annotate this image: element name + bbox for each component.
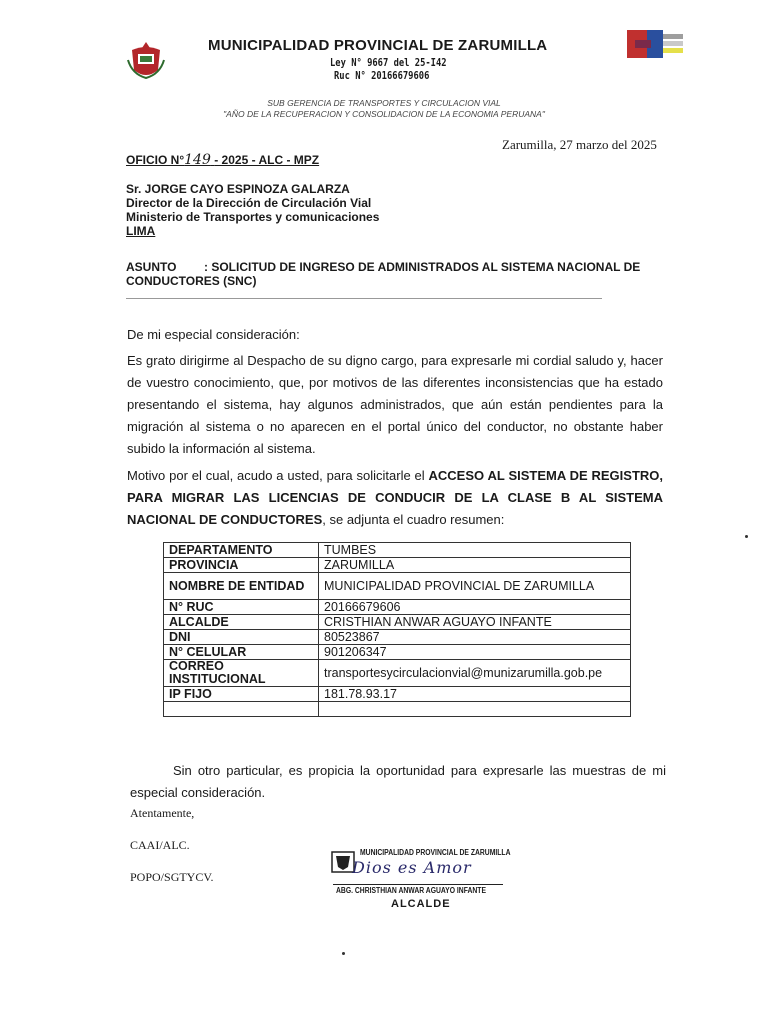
table-row xyxy=(164,615,631,630)
letterhead-ruc: Ruc N° 20166679606 xyxy=(334,69,430,82)
table-value: TUMBES xyxy=(319,543,631,558)
municipal-crest-icon xyxy=(126,40,166,80)
table-row xyxy=(164,558,631,573)
table-row xyxy=(164,660,631,687)
table-value: ZARUMILLA xyxy=(319,558,631,573)
letterhead-sub-office: SUB GERENCIA DE TRANSPORTES Y CIRCULACION VIAL xyxy=(267,98,501,108)
subject-text: : SOLICITUD DE INGRESO DE ADMINISTRADOS AL SISTEMA NACIONAL DE CONDUCTORES (SNC) xyxy=(126,260,641,288)
stamp-name: ABG. CHRISTHIAN ANWAR AGUAYO INFANTE xyxy=(336,886,486,895)
body-paragraph-3: Sin otro particular, es propicia la oportunidad para expresarle las muestras de mi especial consideración. xyxy=(130,763,666,800)
summary-table xyxy=(163,542,631,717)
oficio-number xyxy=(126,152,319,168)
table-label: NOMBRE DE ENTIDAD xyxy=(164,573,319,600)
closing-reference-2: POPO/SGTYCV. xyxy=(130,870,214,884)
letterhead-year-motto: "AÑO DE LA RECUPERACION Y CONSOLIDACION DE LA ECONOMIA PERUANA" xyxy=(223,109,545,119)
signature-line xyxy=(333,884,503,885)
flag-emblem-icon xyxy=(627,28,683,60)
scan-speck xyxy=(745,535,748,538)
letterhead-title: MUNICIPALIDAD PROVINCIAL DE ZARUMILLA xyxy=(208,37,548,54)
oficio-suffix: - 2025 - ALC - MPZ xyxy=(214,153,320,167)
stamp-role: ALCALDE xyxy=(391,898,451,910)
letter-date: Zarumilla, 27 marzo del 2025 xyxy=(502,137,657,152)
table-label: DNI xyxy=(164,630,319,645)
table-label: N° CELULAR xyxy=(164,645,319,660)
addressee-ministry: Ministerio de Transportes y comunicaciones xyxy=(126,210,380,224)
addressee-city: LIMA xyxy=(126,224,156,238)
table-row xyxy=(164,573,631,600)
table-label: N° RUC xyxy=(164,600,319,615)
stamp-title: MUNICIPALIDAD PROVINCIAL DE ZARUMILLA xyxy=(360,848,511,857)
subject-label: ASUNTO xyxy=(126,260,177,274)
table-value: MUNICIPALIDAD PROVINCIAL DE ZARUMILLA xyxy=(319,573,631,600)
body-paragraph-2 xyxy=(127,465,663,531)
table-label: IP FIJO xyxy=(164,687,319,702)
table-label: PROVINCIA xyxy=(164,558,319,573)
table-row xyxy=(164,630,631,645)
oficio-handwritten-number: 149 xyxy=(184,152,211,168)
paragraph-2-start: Motivo por el cual, acudo a usted, para solicitarle el xyxy=(127,468,429,483)
table-row xyxy=(164,687,631,702)
table-row xyxy=(164,600,631,615)
table-label: DEPARTAMENTO xyxy=(164,543,319,558)
table-row xyxy=(164,645,631,660)
letterhead-law: Ley N° 9667 del 25-I42 xyxy=(330,56,447,69)
paragraph-2-bold: ACCESO AL SISTEMA DE REGISTRO, PARA MIGRAR LAS LICENCIAS DE CONDUCIR DE LA CLASE B AL SISTEMA NACIONAL DE CONDUCTORES xyxy=(127,468,663,527)
table-value: transportesycirculacionvial@munizarumilla.gob.pe xyxy=(319,660,631,687)
greeting: De mi especial consideración: xyxy=(127,327,300,342)
table-label: CORREO INSTITUCIONAL xyxy=(164,660,319,687)
addressee-block xyxy=(126,182,379,238)
table-value: 181.78.93.17 xyxy=(319,687,631,702)
table-row-empty xyxy=(164,702,631,717)
oficio-prefix: OFICIO N° xyxy=(126,153,185,167)
table-value: 901206347 xyxy=(319,645,631,660)
table-value: CRISTHIAN ANWAR AGUAYO INFANTE xyxy=(319,615,631,630)
closing-reference-1: CAAI/ALC. xyxy=(130,838,190,852)
addressee-role: Director de la Dirección de Circulación Vial xyxy=(126,196,372,210)
table-value: 80523867 xyxy=(319,630,631,645)
addressee-name: Sr. JORGE CAYO ESPINOZA GALARZA xyxy=(126,182,350,196)
subject-block xyxy=(126,260,646,288)
closing-salutation: Atentamente, xyxy=(130,806,195,820)
table-value: 20166679606 xyxy=(319,600,631,615)
table-row xyxy=(164,543,631,558)
handwritten-signature: Dios es Amor xyxy=(352,858,472,877)
table-label: ALCALDE xyxy=(164,615,319,630)
body-paragraph-1: Es grato dirigirme al Despacho de su digno cargo, para expresarle mi cordial saludo y, hacer de vuestro conocimiento, que, por motivos de las diferentes inconsistencias que ha estado presentando el sistema, hay algunos administrados, que aún están pendientes para la migración al sistema o no aparecen en el portal único del conductor, no obstante haber subido la información al sistema. xyxy=(127,353,663,456)
paragraph-2-end: , se adjunta el cuadro resumen: xyxy=(322,512,505,527)
scan-speck xyxy=(342,952,345,955)
subject-divider xyxy=(126,298,602,299)
